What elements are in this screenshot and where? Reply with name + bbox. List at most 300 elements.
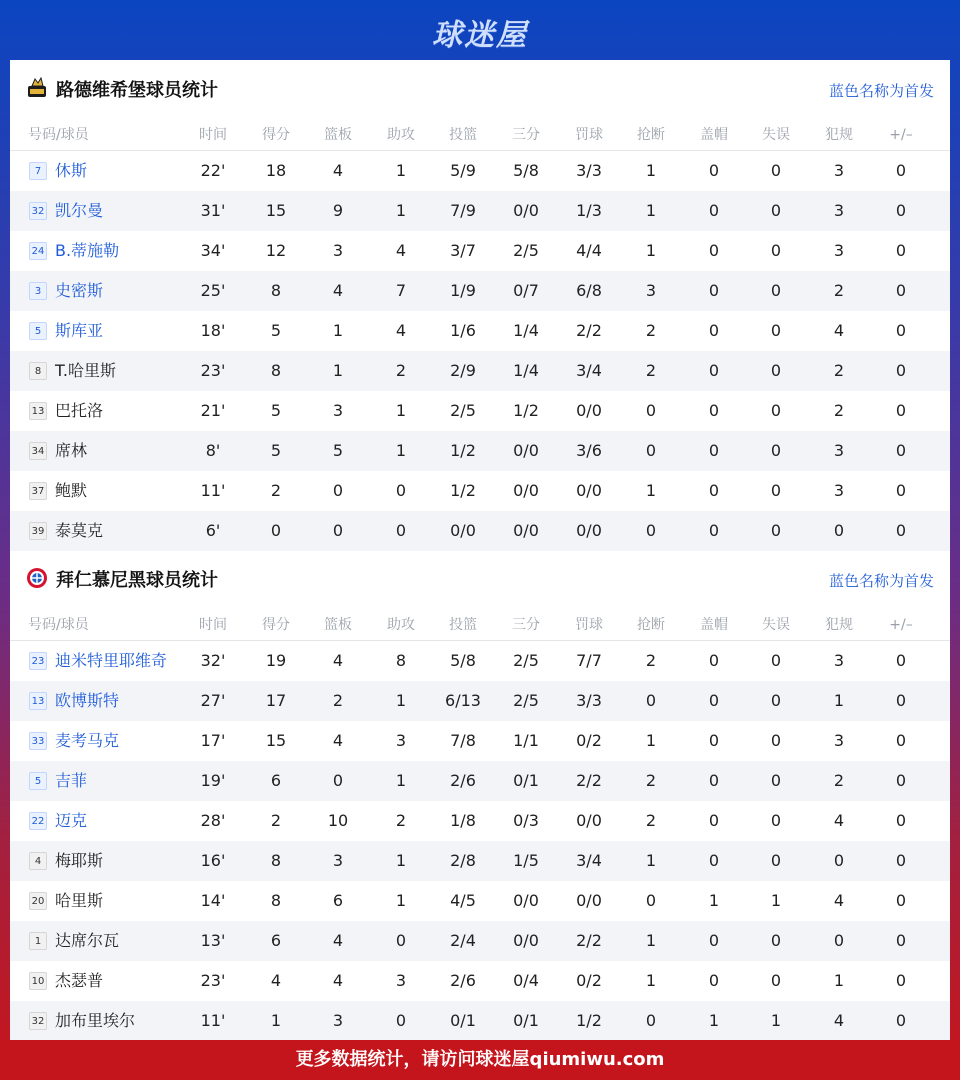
assists-cell: 1 — [395, 401, 407, 420]
blocks-cell: 0 — [708, 481, 720, 500]
assists-cell: 2 — [395, 811, 407, 830]
rebounds-cell: 3 — [332, 241, 344, 260]
minutes-cell: 19' — [200, 771, 226, 790]
rebounds-cell: 1 — [332, 361, 344, 380]
player-name-link[interactable]: 加布里埃尔 — [55, 1011, 136, 1030]
points-cell: 17 — [265, 691, 287, 710]
player-name-link[interactable]: 达席尔瓦 — [55, 931, 120, 950]
three-pointers-cell: 1/5 — [513, 851, 539, 870]
fouls-cell: 2 — [833, 281, 845, 300]
points-cell: 8 — [270, 851, 282, 870]
plus-minus-cell: 0 — [895, 651, 907, 670]
column-header-field-goals: 投篮 — [449, 617, 477, 633]
assists-cell: 1 — [395, 691, 407, 710]
plus-minus-cell: 0 — [895, 481, 907, 500]
plus-minus-cell: 0 — [895, 771, 907, 790]
points-cell: 6 — [270, 771, 282, 790]
blocks-cell: 0 — [708, 321, 720, 340]
table-row — [10, 921, 950, 961]
rebounds-cell: 4 — [332, 281, 344, 300]
assists-cell: 1 — [395, 891, 407, 910]
turnovers-cell: 1 — [770, 891, 782, 910]
turnovers-cell: 0 — [770, 281, 782, 300]
minutes-cell: 21' — [200, 401, 226, 420]
field-goals-cell: 5/9 — [450, 161, 476, 180]
field-goals-cell: 5/8 — [450, 651, 476, 670]
blocks-cell: 0 — [708, 691, 720, 710]
jersey-number-badge: 10 — [29, 972, 47, 990]
fouls-cell: 4 — [833, 1011, 845, 1030]
player-name-link[interactable]: 迪米特里耶维奇 — [55, 651, 168, 670]
jersey-number-badge: 22 — [29, 812, 47, 830]
table-row — [10, 641, 950, 681]
fouls-cell: 4 — [833, 321, 845, 340]
steals-cell: 1 — [645, 971, 657, 990]
player-name-link[interactable]: 梅耶斯 — [55, 851, 104, 870]
steals-cell: 2 — [645, 811, 657, 830]
three-pointers-cell: 2/5 — [513, 651, 539, 670]
column-header-points: 得分 — [262, 617, 290, 633]
turnovers-cell: 0 — [770, 651, 782, 670]
blocks-cell: 0 — [708, 731, 720, 750]
column-header-turnovers: 失误 — [762, 127, 790, 143]
turnovers-cell: 0 — [770, 241, 782, 260]
table-row — [10, 151, 950, 191]
plus-minus-cell: 0 — [895, 161, 907, 180]
stats-panel — [10, 60, 950, 1040]
table-row — [10, 231, 950, 271]
turnovers-cell: 0 — [770, 771, 782, 790]
table-row — [10, 801, 950, 841]
points-cell: 8 — [270, 361, 282, 380]
rebounds-cell: 0 — [332, 481, 344, 500]
assists-cell: 1 — [395, 771, 407, 790]
column-header-blocks: 盖帽 — [700, 127, 728, 143]
jersey-number-badge: 8 — [29, 362, 47, 380]
fouls-cell: 3 — [833, 201, 845, 220]
plus-minus-cell: 0 — [895, 321, 907, 340]
assists-cell: 8 — [395, 651, 407, 670]
points-cell: 5 — [270, 441, 282, 460]
column-header-assists: 助攻 — [387, 127, 415, 143]
steals-cell: 0 — [645, 521, 657, 540]
free-throws-cell: 3/4 — [576, 361, 602, 380]
rebounds-cell: 2 — [332, 691, 344, 710]
blocks-cell: 0 — [708, 361, 720, 380]
points-cell: 2 — [270, 811, 282, 830]
player-name-link[interactable]: 斯库亚 — [55, 321, 104, 340]
blocks-cell: 0 — [708, 971, 720, 990]
free-throws-cell: 1/3 — [576, 201, 602, 220]
three-pointers-cell: 0/0 — [513, 201, 539, 220]
assists-cell: 2 — [395, 361, 407, 380]
three-pointers-cell: 0/7 — [513, 281, 539, 300]
player-name-link[interactable]: T.哈里斯 — [55, 361, 116, 380]
blocks-cell: 0 — [708, 241, 720, 260]
blocks-cell: 1 — [708, 891, 720, 910]
rebounds-cell: 9 — [332, 201, 344, 220]
field-goals-cell: 2/9 — [450, 361, 476, 380]
player-name-link[interactable]: 史密斯 — [55, 281, 104, 300]
blocks-cell: 0 — [708, 651, 720, 670]
turnovers-cell: 0 — [770, 971, 782, 990]
steals-cell: 1 — [645, 241, 657, 260]
field-goals-cell: 1/9 — [450, 281, 476, 300]
minutes-cell: 18' — [200, 321, 226, 340]
table-row — [10, 841, 950, 881]
field-goals-cell: 2/8 — [450, 851, 476, 870]
rebounds-cell: 3 — [332, 401, 344, 420]
blocks-cell: 1 — [708, 1011, 720, 1030]
blocks-cell: 0 — [708, 281, 720, 300]
rebounds-cell: 4 — [332, 161, 344, 180]
field-goals-cell: 2/4 — [450, 931, 476, 950]
column-header-field-goals: 投篮 — [449, 127, 477, 143]
three-pointers-cell: 0/0 — [513, 931, 539, 950]
field-goals-cell: 2/6 — [450, 771, 476, 790]
assists-cell: 0 — [395, 1011, 407, 1030]
minutes-cell: 22' — [200, 161, 226, 180]
three-pointers-cell: 1/1 — [513, 731, 539, 750]
minutes-cell: 16' — [200, 851, 226, 870]
player-name-link[interactable]: 凯尔曼 — [55, 201, 104, 220]
column-header-three-pointers: 三分 — [512, 127, 540, 143]
free-throws-cell: 4/4 — [576, 241, 602, 260]
section-header — [10, 550, 950, 610]
three-pointers-cell: 1/4 — [513, 321, 539, 340]
blocks-cell: 0 — [708, 931, 720, 950]
steals-cell: 2 — [645, 321, 657, 340]
column-header-rebounds: 篮板 — [324, 127, 352, 143]
jersey-number-badge: 5 — [29, 772, 47, 790]
brand-logo: 球迷屋 — [432, 18, 528, 53]
turnovers-cell: 0 — [770, 441, 782, 460]
minutes-cell: 28' — [200, 811, 226, 830]
section-header — [10, 60, 950, 120]
table-row — [10, 191, 950, 231]
fouls-cell: 2 — [833, 771, 845, 790]
steals-cell: 1 — [645, 851, 657, 870]
player-name-link[interactable]: 休斯 — [55, 161, 88, 180]
column-header-player: 号码/球员 — [28, 127, 89, 143]
turnovers-cell: 0 — [770, 731, 782, 750]
player-name-link[interactable]: 吉菲 — [55, 771, 88, 790]
points-cell: 4 — [270, 971, 282, 990]
rebounds-cell: 4 — [332, 931, 344, 950]
jersey-number-badge: 24 — [29, 242, 47, 260]
player-name-link[interactable]: 迈克 — [55, 811, 88, 830]
minutes-cell: 13' — [200, 931, 226, 950]
field-goals-cell: 6/13 — [445, 691, 481, 710]
minutes-cell: 31' — [200, 201, 226, 220]
table-header-row — [10, 610, 950, 641]
team-section-ludwigsburg — [10, 60, 950, 551]
table-row — [10, 961, 950, 1001]
rebounds-cell: 0 — [332, 771, 344, 790]
minutes-cell: 32' — [200, 651, 226, 670]
turnovers-cell: 0 — [770, 321, 782, 340]
free-throws-cell: 0/0 — [576, 401, 602, 420]
fouls-cell: 0 — [833, 931, 845, 950]
jersey-number-badge: 39 — [29, 522, 47, 540]
minutes-cell: 23' — [200, 361, 226, 380]
plus-minus-cell: 0 — [895, 441, 907, 460]
column-header-points: 得分 — [262, 127, 290, 143]
plus-minus-cell: 0 — [895, 401, 907, 420]
steals-cell: 1 — [645, 481, 657, 500]
points-cell: 6 — [270, 931, 282, 950]
three-pointers-cell: 5/8 — [513, 161, 539, 180]
free-throws-cell: 0/2 — [576, 731, 602, 750]
free-throws-cell: 0/0 — [576, 521, 602, 540]
minutes-cell: 6' — [205, 521, 221, 540]
three-pointers-cell: 0/0 — [513, 891, 539, 910]
field-goals-cell: 1/2 — [450, 481, 476, 500]
player-table-body — [10, 641, 950, 1041]
steals-cell: 1 — [645, 731, 657, 750]
steals-cell: 2 — [645, 361, 657, 380]
table-row — [10, 311, 950, 351]
turnovers-cell: 0 — [770, 361, 782, 380]
column-header-turnovers: 失误 — [762, 617, 790, 633]
column-header-fouls: 犯规 — [825, 127, 853, 143]
free-throws-cell: 3/4 — [576, 851, 602, 870]
assists-cell: 1 — [395, 161, 407, 180]
rebounds-cell: 3 — [332, 851, 344, 870]
column-header-three-pointers: 三分 — [512, 617, 540, 633]
free-throws-cell: 3/3 — [576, 161, 602, 180]
points-cell: 15 — [265, 731, 287, 750]
free-throws-cell: 6/8 — [576, 281, 602, 300]
points-cell: 19 — [265, 651, 287, 670]
points-cell: 2 — [270, 481, 282, 500]
blocks-cell: 0 — [708, 771, 720, 790]
column-header-plus-minus: +/– — [889, 617, 913, 633]
top-brand-bar — [0, 0, 960, 60]
points-cell: 5 — [270, 401, 282, 420]
three-pointers-cell: 0/0 — [513, 521, 539, 540]
player-name-link[interactable]: 杰瑟普 — [55, 971, 104, 990]
minutes-cell: 27' — [200, 691, 226, 710]
blocks-cell: 0 — [708, 441, 720, 460]
steals-cell: 3 — [645, 281, 657, 300]
turnovers-cell: 0 — [770, 851, 782, 870]
assists-cell: 3 — [395, 971, 407, 990]
player-name-link[interactable]: B.蒂施勒 — [55, 241, 120, 260]
assists-cell: 1 — [395, 441, 407, 460]
minutes-cell: 23' — [200, 971, 226, 990]
free-throws-cell: 7/7 — [576, 651, 602, 670]
free-throws-cell: 1/2 — [576, 1011, 602, 1030]
free-throws-cell: 0/2 — [576, 971, 602, 990]
minutes-cell: 11' — [200, 1011, 226, 1030]
plus-minus-cell: 0 — [895, 1011, 907, 1030]
rebounds-cell: 10 — [327, 811, 349, 830]
fouls-cell: 0 — [833, 851, 845, 870]
jersey-number-badge: 20 — [29, 892, 47, 910]
ludwigsburg-logo-icon — [26, 77, 48, 99]
minutes-cell: 11' — [200, 481, 226, 500]
fouls-cell: 4 — [833, 811, 845, 830]
column-header-assists: 助攻 — [387, 617, 415, 633]
plus-minus-cell: 0 — [895, 521, 907, 540]
field-goals-cell: 1/8 — [450, 811, 476, 830]
rebounds-cell: 5 — [332, 441, 344, 460]
team-stats-title: 路德维希堡球员统计 — [56, 80, 218, 101]
minutes-cell: 14' — [200, 891, 226, 910]
steals-cell: 2 — [645, 771, 657, 790]
rebounds-cell: 4 — [332, 731, 344, 750]
column-header-fouls: 犯规 — [825, 617, 853, 633]
turnovers-cell: 0 — [770, 521, 782, 540]
three-pointers-cell: 0/4 — [513, 971, 539, 990]
steals-cell: 2 — [645, 651, 657, 670]
assists-cell: 0 — [395, 521, 407, 540]
fouls-cell: 3 — [833, 161, 845, 180]
table-row — [10, 271, 950, 311]
field-goals-cell: 0/1 — [450, 1011, 476, 1030]
jersey-number-badge: 13 — [29, 402, 47, 420]
turnovers-cell: 0 — [770, 811, 782, 830]
plus-minus-cell: 0 — [895, 971, 907, 990]
field-goals-cell: 7/8 — [450, 731, 476, 750]
minutes-cell: 8' — [205, 441, 221, 460]
points-cell: 1 — [270, 1011, 282, 1030]
fouls-cell: 3 — [833, 651, 845, 670]
blocks-cell: 0 — [708, 851, 720, 870]
jersey-number-badge: 34 — [29, 442, 47, 460]
steals-cell: 0 — [645, 1011, 657, 1030]
turnovers-cell: 0 — [770, 161, 782, 180]
assists-cell: 1 — [395, 851, 407, 870]
blocks-cell: 0 — [708, 521, 720, 540]
free-throws-cell: 2/2 — [576, 771, 602, 790]
table-row — [10, 431, 950, 471]
blocks-cell: 0 — [708, 161, 720, 180]
free-throws-cell: 0/0 — [576, 811, 602, 830]
jersey-number-badge: 13 — [29, 692, 47, 710]
player-name-link[interactable]: 欧博斯特 — [55, 691, 120, 710]
three-pointers-cell: 0/0 — [513, 441, 539, 460]
field-goals-cell: 0/0 — [450, 521, 476, 540]
table-row — [10, 881, 950, 921]
field-goals-cell: 2/6 — [450, 971, 476, 990]
jersey-number-badge: 23 — [29, 652, 47, 670]
fouls-cell: 3 — [833, 241, 845, 260]
column-header-minutes: 时间 — [199, 127, 227, 143]
turnovers-cell: 0 — [770, 931, 782, 950]
column-header-steals: 抢断 — [637, 617, 665, 633]
blocks-cell: 0 — [708, 811, 720, 830]
turnovers-cell: 0 — [770, 201, 782, 220]
plus-minus-cell: 0 — [895, 201, 907, 220]
rebounds-cell: 4 — [332, 971, 344, 990]
rebounds-cell: 3 — [332, 1011, 344, 1030]
rebounds-cell: 1 — [332, 321, 344, 340]
blocks-cell: 0 — [708, 201, 720, 220]
jersey-number-badge: 37 — [29, 482, 47, 500]
free-throws-cell: 0/0 — [576, 891, 602, 910]
plus-minus-cell: 0 — [895, 361, 907, 380]
three-pointers-cell: 1/4 — [513, 361, 539, 380]
blocks-cell: 0 — [708, 401, 720, 420]
jersey-number-badge: 5 — [29, 322, 47, 340]
free-throws-cell: 3/3 — [576, 691, 602, 710]
player-table-body — [10, 151, 950, 551]
points-cell: 18 — [265, 161, 287, 180]
jersey-number-badge: 33 — [29, 732, 47, 750]
turnovers-cell: 1 — [770, 1011, 782, 1030]
assists-cell: 7 — [395, 281, 407, 300]
player-name-link[interactable]: 鲍默 — [55, 481, 88, 500]
column-header-player: 号码/球员 — [28, 617, 89, 633]
turnovers-cell: 0 — [770, 481, 782, 500]
steals-cell: 0 — [645, 691, 657, 710]
team-stats-title: 拜仁慕尼黑球员统计 — [56, 570, 218, 591]
player-name-link[interactable]: 哈里斯 — [55, 891, 104, 910]
assists-cell: 0 — [395, 481, 407, 500]
points-cell: 8 — [270, 281, 282, 300]
starter-legend: 蓝色名称为首发 — [828, 572, 934, 590]
fouls-cell: 2 — [833, 361, 845, 380]
minutes-cell: 17' — [200, 731, 226, 750]
column-header-blocks: 盖帽 — [700, 617, 728, 633]
player-name-link[interactable]: 席林 — [55, 441, 88, 460]
table-row — [10, 351, 950, 391]
steals-cell: 0 — [645, 401, 657, 420]
assists-cell: 3 — [395, 731, 407, 750]
table-header-row — [10, 120, 950, 151]
fouls-cell: 1 — [833, 971, 845, 990]
turnovers-cell: 0 — [770, 401, 782, 420]
plus-minus-cell: 0 — [895, 241, 907, 260]
jersey-number-badge: 1 — [29, 932, 47, 950]
player-name-link[interactable]: 巴托洛 — [55, 401, 104, 420]
plus-minus-cell: 0 — [895, 731, 907, 750]
turnovers-cell: 0 — [770, 691, 782, 710]
player-name-link[interactable]: 麦考马克 — [55, 731, 120, 750]
footer-banner: 更多数据统计，请访问球迷屋qiumiwu.com — [0, 1040, 960, 1080]
fouls-cell: 4 — [833, 891, 845, 910]
assists-cell: 0 — [395, 931, 407, 950]
free-throws-cell: 2/2 — [576, 931, 602, 950]
plus-minus-cell: 0 — [895, 891, 907, 910]
fouls-cell: 0 — [833, 521, 845, 540]
three-pointers-cell: 0/1 — [513, 771, 539, 790]
table-row — [10, 511, 950, 551]
fouls-cell: 3 — [833, 441, 845, 460]
plus-minus-cell: 0 — [895, 851, 907, 870]
three-pointers-cell: 0/0 — [513, 481, 539, 500]
steals-cell: 0 — [645, 441, 657, 460]
free-throws-cell: 3/6 — [576, 441, 602, 460]
player-name-link[interactable]: 泰莫克 — [55, 521, 104, 540]
column-header-steals: 抢断 — [637, 127, 665, 143]
column-header-free-throws: 罚球 — [575, 617, 603, 633]
column-header-minutes: 时间 — [199, 617, 227, 633]
column-header-plus-minus: +/– — [889, 127, 913, 143]
table-row — [10, 1001, 950, 1041]
field-goals-cell: 4/5 — [450, 891, 476, 910]
free-throws-cell: 0/0 — [576, 481, 602, 500]
assists-cell: 4 — [395, 321, 407, 340]
steals-cell: 0 — [645, 891, 657, 910]
three-pointers-cell: 1/2 — [513, 401, 539, 420]
rebounds-cell: 4 — [332, 651, 344, 670]
three-pointers-cell: 0/1 — [513, 1011, 539, 1030]
plus-minus-cell: 0 — [895, 691, 907, 710]
steals-cell: 1 — [645, 931, 657, 950]
